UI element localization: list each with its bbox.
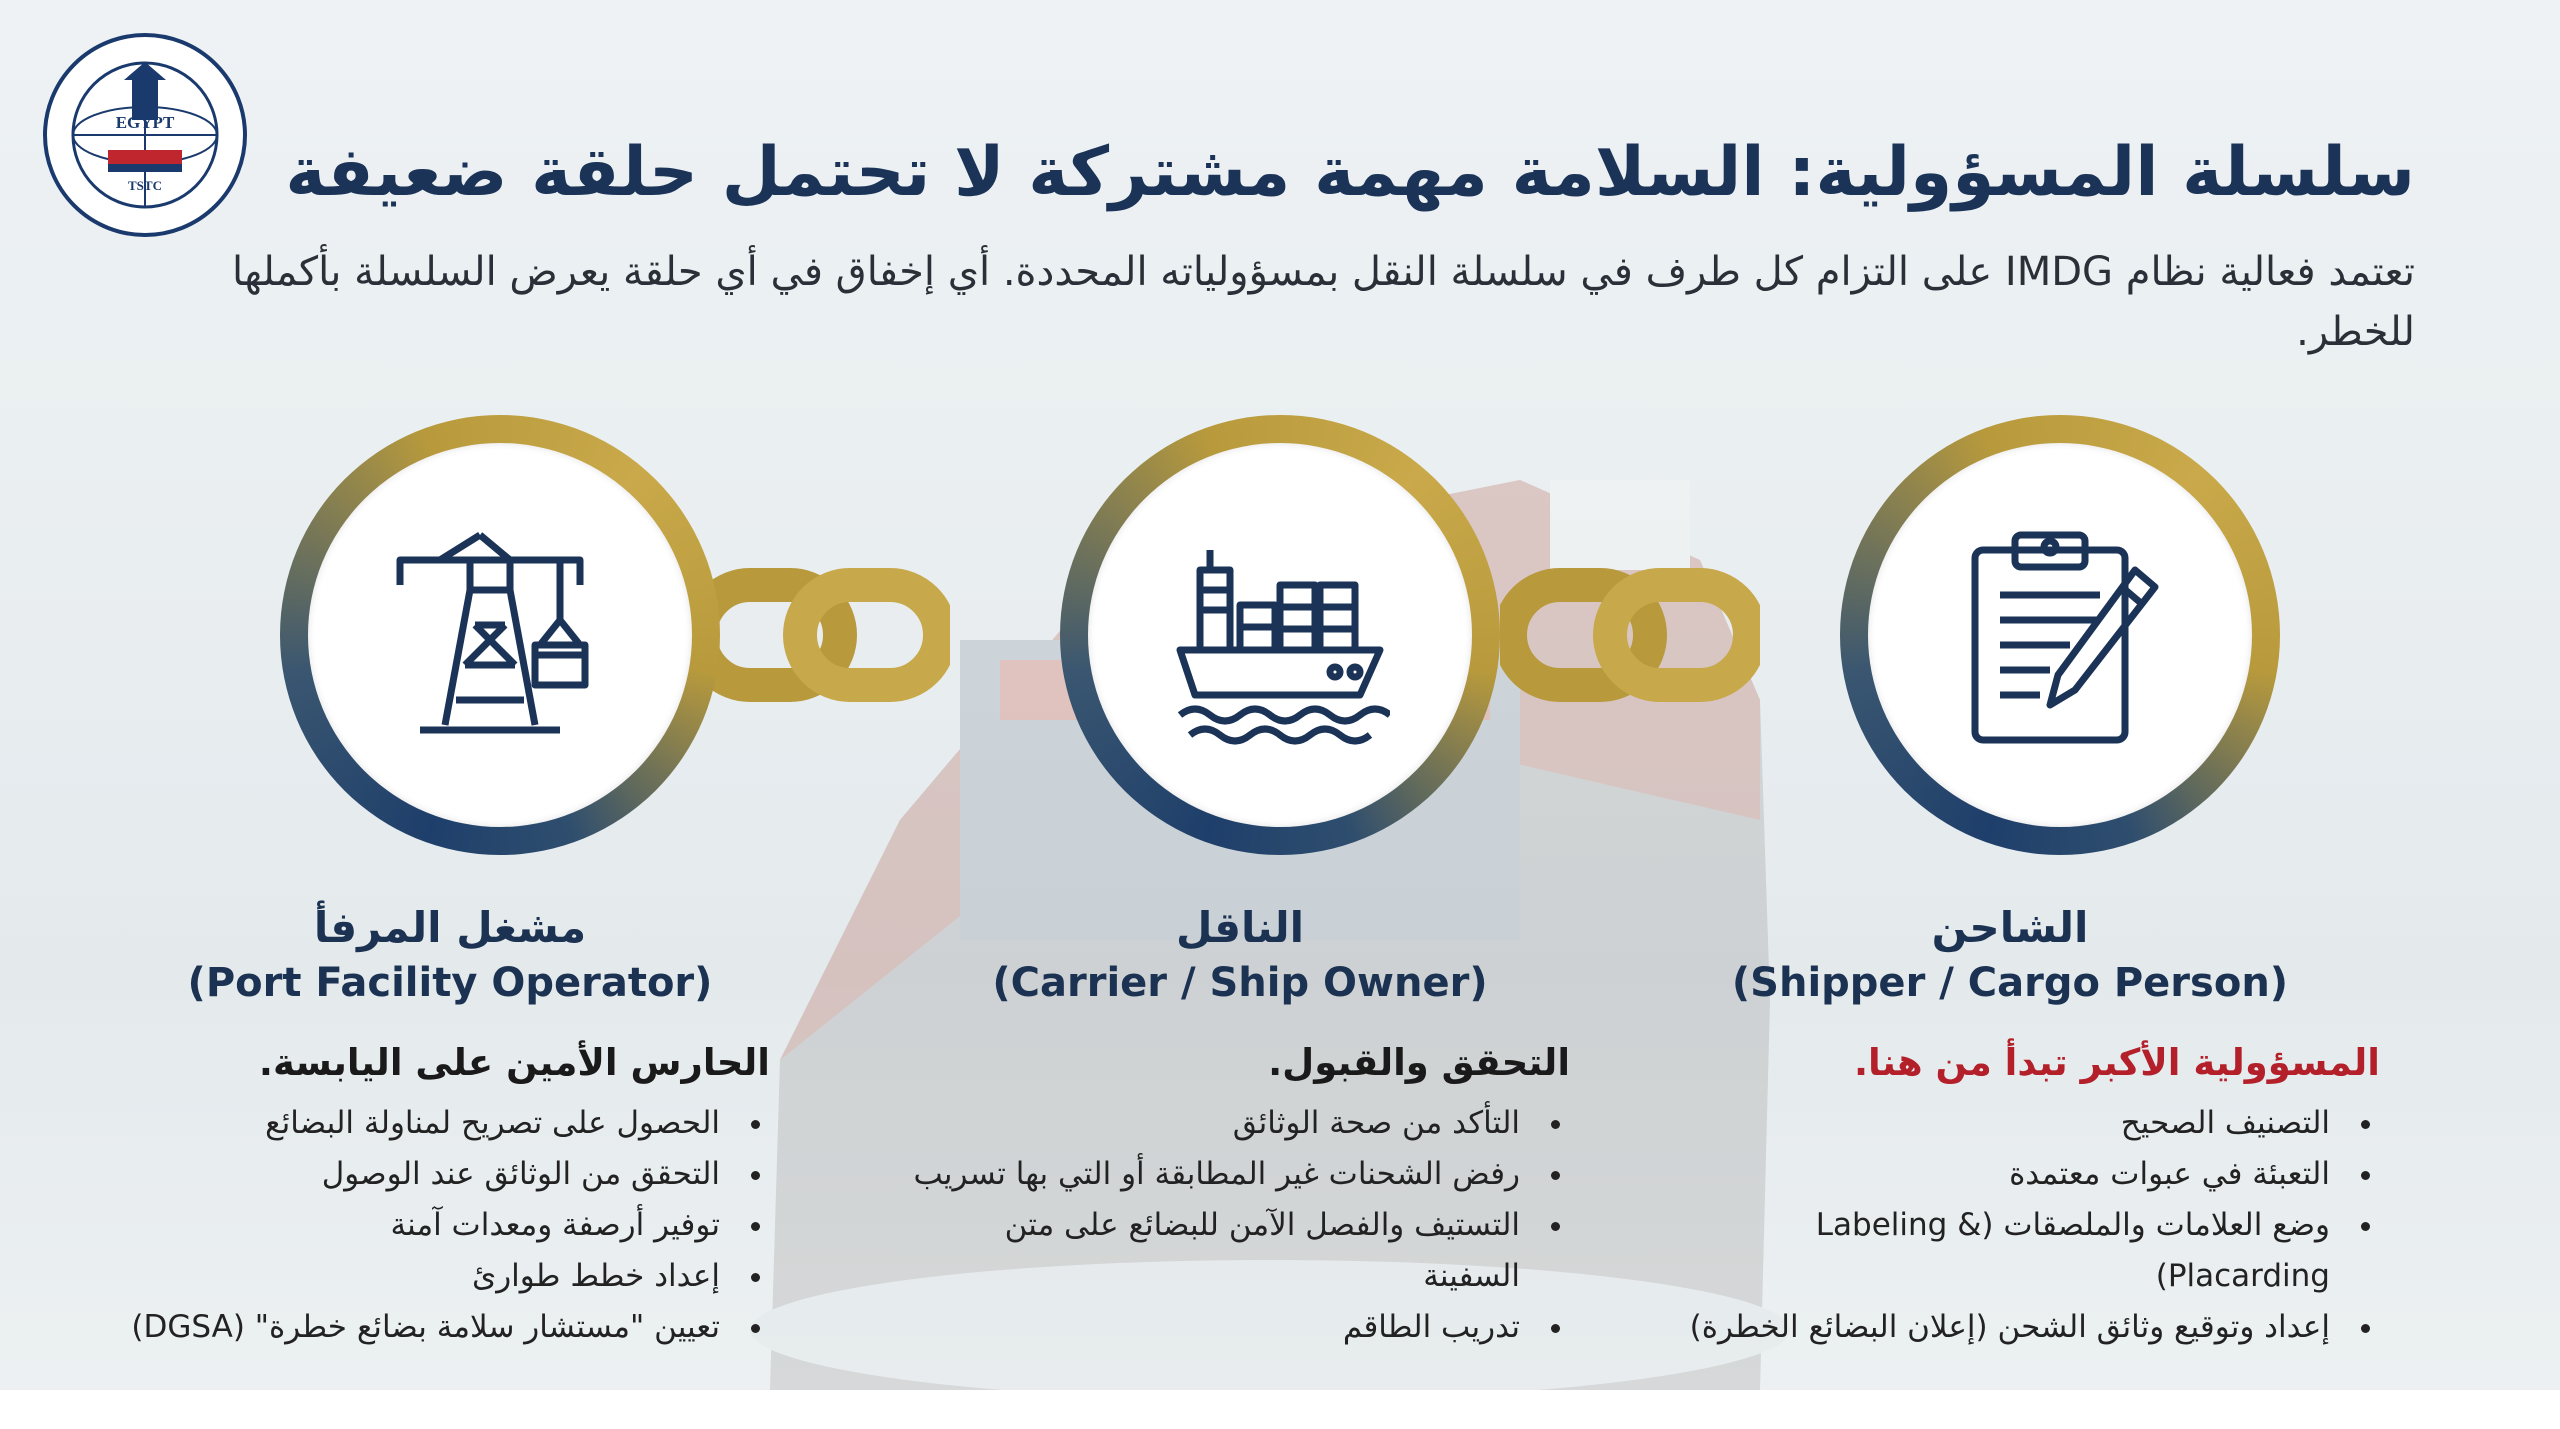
crane-icon bbox=[390, 525, 610, 745]
shipper-heading: المسؤولية الأكبر تبدأ من هنا. bbox=[1853, 1041, 2380, 1084]
list-item: الحصول على تصريح لمناولة البضائع bbox=[130, 1098, 770, 1149]
carrier-title: الناقل bbox=[1175, 903, 1305, 952]
list-item: وضع العلامات والملصقات (Labeling & Placarding) bbox=[1640, 1200, 2380, 1302]
ring-port-facility-inner bbox=[308, 443, 692, 827]
port-bullet-list bbox=[130, 1098, 770, 1353]
ring-shipper-inner bbox=[1868, 443, 2252, 827]
shipper-bullet-list bbox=[1640, 1098, 2380, 1353]
page-title: سلسلة المسؤولية: السلامة مهمة مشتركة لا تحتمل حلقة ضعيفة bbox=[285, 133, 2415, 212]
ring-carrier bbox=[1060, 415, 1500, 855]
list-item: إعداد خطط طوارئ bbox=[130, 1251, 770, 1302]
list-item: رفض الشحنات غير المطابقة أو التي بها تسريب bbox=[910, 1149, 1570, 1200]
list-item: إعداد وتوقيع وثائق الشحن (إعلان البضائع الخطرة) bbox=[1640, 1302, 2380, 1353]
company-logo bbox=[40, 30, 250, 240]
column-shipper bbox=[1640, 900, 2380, 1353]
shipper-title: الشاحن bbox=[1931, 903, 2089, 952]
list-item: التصنيف الصحيح bbox=[1640, 1098, 2380, 1149]
port-subtitle: (Port Facility Operator) bbox=[187, 960, 713, 1006]
ring-carrier-inner bbox=[1088, 443, 1472, 827]
page-subtitle: تعتمد فعالية نظام IMDG على التزام كل طرف في سلسلة النقل بمسؤولياته المحددة. أي إخفاق في أي حلقة يعرض السلسلة بأكملها للخطر. bbox=[232, 249, 2415, 355]
list-item: التعبئة في عبوات معتمدة bbox=[1640, 1149, 2380, 1200]
logo-country-text: EGYPT bbox=[115, 113, 175, 132]
clipboard-pen-icon bbox=[1950, 525, 2170, 745]
list-item: توفير أرصفة ومعدات آمنة bbox=[130, 1200, 770, 1251]
logo-abbr-text: TSTC bbox=[128, 178, 162, 193]
ring-port-facility bbox=[280, 415, 720, 855]
carrier-bullet-list bbox=[910, 1098, 1570, 1353]
chain-link-left bbox=[690, 560, 950, 710]
shipper-subtitle: (Shipper / Cargo Person) bbox=[1731, 960, 2289, 1006]
list-item: التأكد من صحة الوثائق bbox=[910, 1098, 1570, 1149]
chain-link-right bbox=[1500, 560, 1760, 710]
carrier-heading: التحقق والقبول. bbox=[1268, 1041, 1570, 1084]
container-ship-icon bbox=[1170, 525, 1390, 745]
carrier-subtitle: (Carrier / Ship Owner) bbox=[992, 960, 1488, 1006]
port-heading: الحارس الأمين على اليابسة. bbox=[258, 1041, 770, 1084]
port-title: مشغل المرفأ bbox=[313, 903, 587, 952]
list-item: تعيين "مستشار سلامة بضائع خطرة" (DGSA) bbox=[130, 1302, 770, 1353]
bottom-margin bbox=[0, 1390, 2560, 1429]
column-carrier bbox=[910, 900, 1570, 1353]
list-item: التحقق من الوثائق عند الوصول bbox=[130, 1149, 770, 1200]
column-port-facility bbox=[130, 900, 770, 1353]
list-item: تدريب الطاقم bbox=[910, 1302, 1570, 1353]
list-item: التستيف والفصل الآمن للبضائع على متن السفينة bbox=[910, 1200, 1570, 1302]
ring-shipper bbox=[1840, 415, 2280, 855]
